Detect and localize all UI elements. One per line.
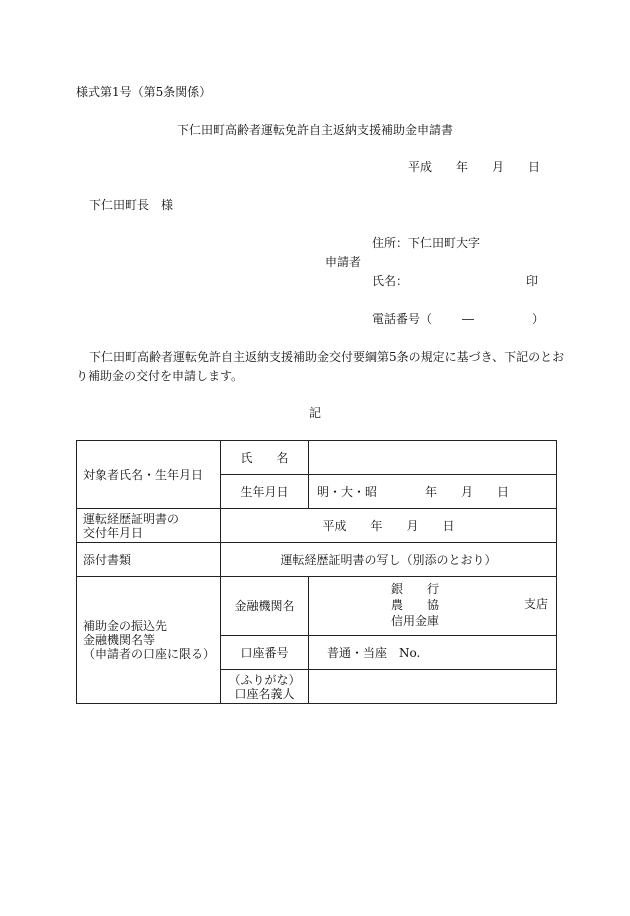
- applicant-address-label: 住所：下仁田町大字: [372, 236, 481, 250]
- account-holder-label: [221, 670, 309, 704]
- form-number: 様式第1号（第5条関係）: [76, 85, 212, 99]
- name-value-cell[interactable]: [309, 441, 557, 475]
- license-issue-date-value[interactable]: 平成 年 月 日: [221, 509, 557, 543]
- attachment-value: 運転経歴証明書の写し（別添のとおり）: [221, 543, 557, 577]
- date-month: 月: [492, 160, 505, 174]
- phone-dash: ―: [462, 312, 474, 326]
- applicant-phone: [372, 312, 545, 326]
- phone-close: ）: [532, 312, 545, 326]
- birthdate-label: 生年月日: [221, 475, 309, 509]
- seal-mark: 印: [526, 274, 539, 288]
- application-table: [76, 440, 557, 704]
- bank-section-label-line2: 金融機関名等: [83, 633, 156, 647]
- license-issue-label: [77, 509, 221, 543]
- name-label: 氏 名: [221, 441, 309, 475]
- branch-label: 支店: [523, 597, 548, 611]
- applicant-label: 申請者: [325, 255, 362, 269]
- license-issue-label-line2: 交付年月日: [83, 525, 144, 540]
- account-number-label: 口座番号: [221, 636, 309, 670]
- account-holder-label-text: 口座名義人: [234, 686, 295, 701]
- date-day: 日: [528, 160, 541, 174]
- bank-name-label: 金融機関名: [221, 577, 309, 636]
- license-issue-label-line1: 運転経歴証明書の: [83, 511, 180, 526]
- body-text-line1: 下仁田町高齢者運転免許自主返納支援補助金交付要綱第5条の規定に基づき、下記のとお: [89, 350, 565, 364]
- bank-type-list: [391, 581, 439, 629]
- form-title: 下仁田町高齢者運転免許自主返納支援補助金申請書: [176, 123, 453, 137]
- account-holder-furigana: （ふりがな）: [228, 672, 301, 687]
- account-holder-value[interactable]: [309, 670, 557, 704]
- bank-name-cell[interactable]: [309, 577, 557, 636]
- body-text-line2: り補助金の交付を申請します。: [76, 369, 244, 383]
- birthdate-value[interactable]: 明・大・昭 年 月 日: [309, 475, 557, 509]
- target-person-label: 対象者氏名・生年月日: [77, 441, 221, 509]
- account-number-value[interactable]: 普通・当座 No.: [309, 636, 557, 670]
- date-era: 平成: [408, 160, 433, 174]
- bank-section-label: [77, 577, 221, 704]
- ki-heading: 記: [308, 406, 321, 420]
- bank-type-ginko: 銀 行: [391, 582, 440, 596]
- bank-type-shinkin: 信用金庫: [391, 614, 440, 628]
- bank-type-nokyo: 農 協: [391, 598, 440, 612]
- attachment-label: 添付書類: [77, 543, 221, 577]
- phone-label: 電話番号（: [372, 312, 433, 326]
- date-year: 年: [456, 160, 469, 174]
- addressee: 下仁田町長 様: [89, 198, 174, 212]
- bank-section-label-line3: （申請者の口座に限る）: [83, 647, 216, 661]
- bank-section-label-line1: 補助金の振込先: [83, 619, 168, 633]
- applicant-name-label: 氏名：: [372, 274, 409, 288]
